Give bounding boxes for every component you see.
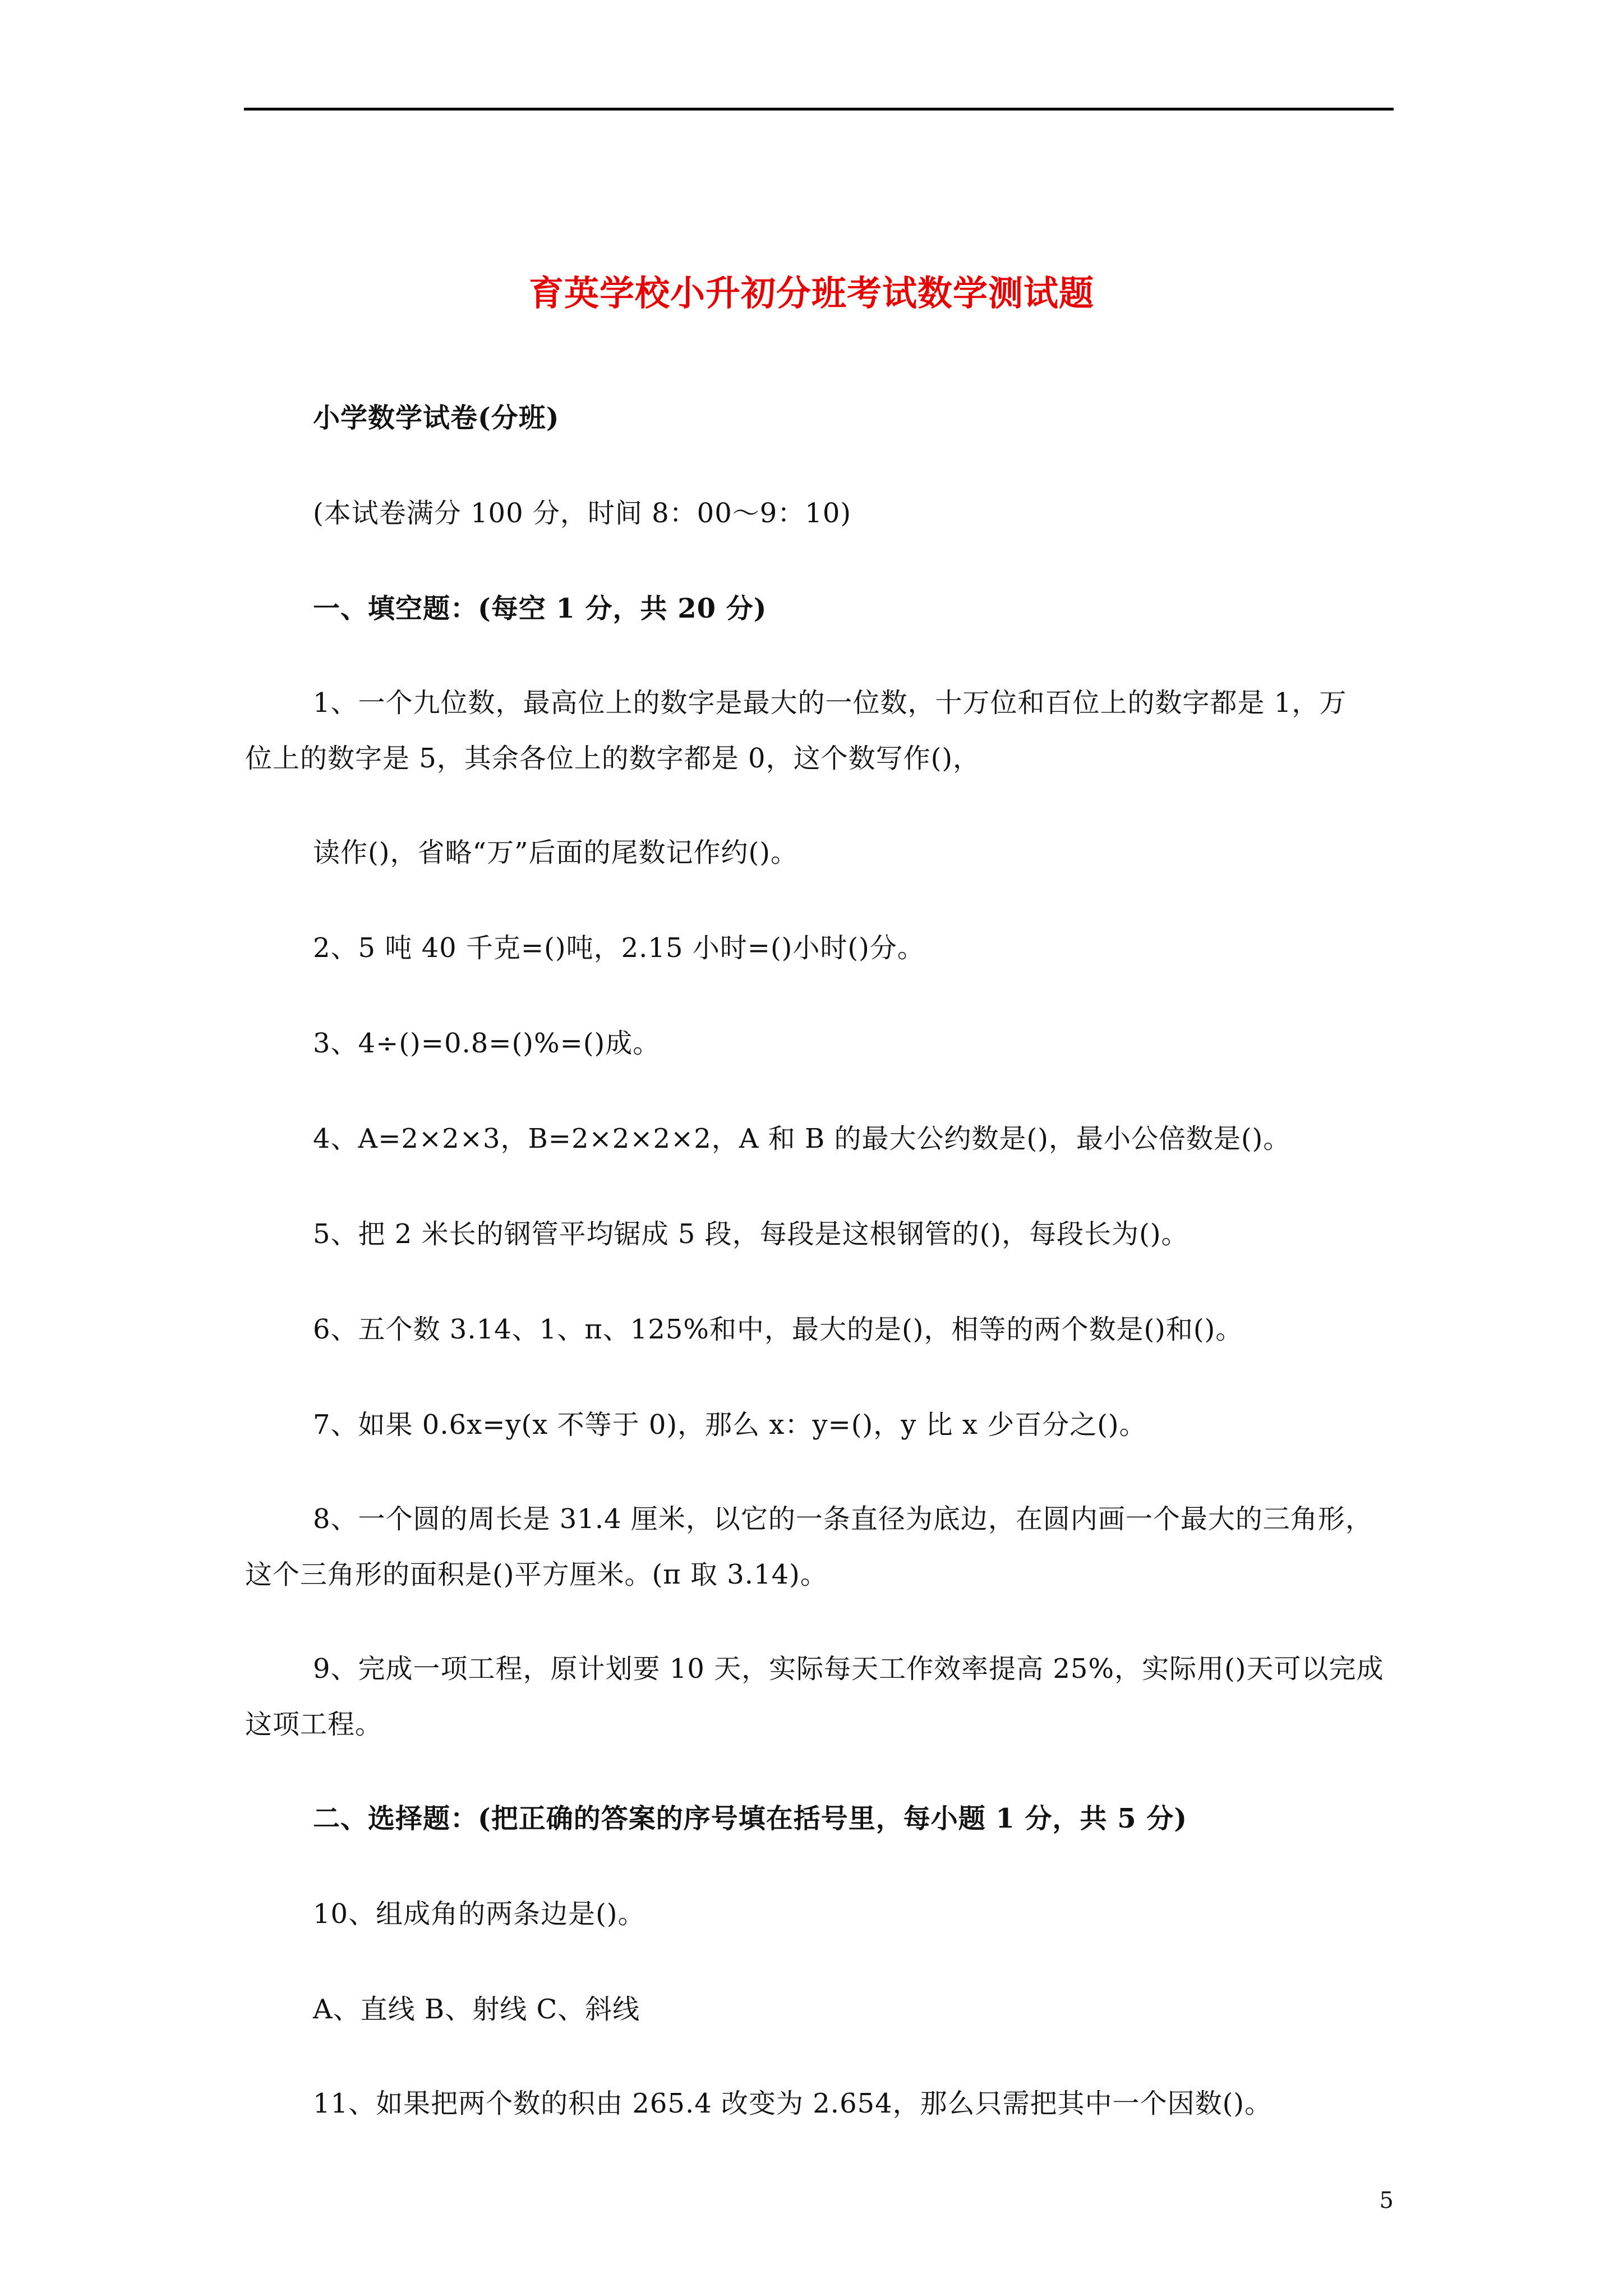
question-9-line-1: 9、完成一项工程，原计划要 10 天，实际每天工作效率提高 25%，实际用()天可以完成 [313, 1653, 1384, 1685]
question-10-options: A、直线 B、射线 C、斜线 [313, 1994, 640, 2025]
page-number: 5 [1379, 2188, 1394, 2214]
question-5: 5、把 2 米长的钢管平均锯成 5 段，每段是这根钢管的()，每段长为()。 [313, 1218, 1189, 1250]
section-1-heading: 一、填空题：(每空 1 分，共 20 分) [313, 593, 767, 624]
question-6: 6、五个数 3.14、1、π、125%和中，最大的是()，相等的两个数是()和()。 [313, 1314, 1243, 1345]
question-8-line-2: 这个三角形的面积是()平方厘米。(π 取 3.14)。 [245, 1559, 828, 1590]
question-4: 4、A=2×2×3，B=2×2×2×2，A 和 B 的最大公约数是()，最小公倍数是()。 [313, 1123, 1291, 1154]
question-1-line-1: 1、一个九位数，最高位上的数字是最大的一位数，十万位和百位上的数字都是 1，万 [313, 687, 1347, 719]
question-11: 11、如果把两个数的积由 265.4 改变为 2.654，那么只需把其中一个因数()。 [313, 2088, 1272, 2119]
section-2-heading: 二、选择题：(把正确的答案的序号填在括号里，每小题 1 分，共 5 分) [313, 1803, 1188, 1834]
document-title: 育英学校小升初分班考试数学测试题 [528, 273, 1094, 314]
question-1-line-2: 位上的数字是 5，其余各位上的数字都是 0，这个数写作()， [245, 743, 981, 774]
question-10: 10、组成角的两条边是()。 [313, 1898, 645, 1930]
question-1-line-3: 读作()，省略“万”后面的尾数记作约()。 [313, 837, 798, 868]
header-rule [244, 108, 1394, 111]
exam-info: (本试卷满分 100 分，时间 8：00～9：10) [313, 498, 852, 529]
question-3: 3、4÷()=0.8=()%=()成。 [313, 1028, 661, 1059]
question-8-line-1: 8、一个圆的周长是 31.4 厘米，以它的一条直径为底边，在圆内画一个最大的三角形， [313, 1503, 1373, 1535]
question-7: 7、如果 0.6x=y(x 不等于 0)，那么 x：y=()，y 比 x 少百分之()。 [313, 1409, 1147, 1441]
question-9-line-2: 这项工程。 [245, 1709, 383, 1740]
question-2: 2、5 吨 40 千克=()吨，2.15 小时=()小时()分。 [313, 932, 925, 964]
subtitle: 小学数学试卷(分班) [313, 402, 560, 434]
